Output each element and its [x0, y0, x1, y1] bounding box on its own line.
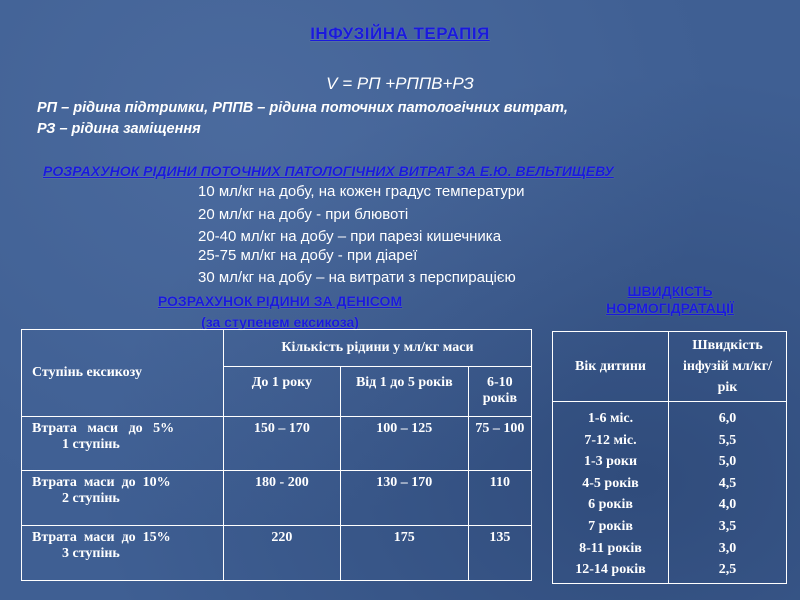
- page-title: ІНФУЗІЙНА ТЕРАПІЯ: [310, 24, 490, 43]
- veltishchev-heading: РОЗРАХУНОК РІДИНИ ПОТОЧНИХ ПАТОЛОГІЧНИХ ВИТРАТ ЗА Е.Ю. ВЕЛЬТИЩЕВУ: [43, 163, 614, 179]
- row-loss: Втрата маси до 10%: [32, 475, 171, 490]
- rate-item: 2,5: [718, 562, 737, 578]
- age-item: 1-6 міс.: [587, 411, 634, 426]
- rate-item: 3,0: [718, 540, 737, 556]
- veltishchev-item: 25-75 мл/кг на добу - при діареї: [198, 247, 418, 264]
- table-row: [22, 526, 532, 581]
- row-label: [22, 417, 224, 471]
- definition-line-1: РП – рідина підтримки, РППВ – рідина поточних патологічних витрат,: [37, 100, 568, 116]
- denis-heading: [100, 293, 460, 331]
- rehydration-table: [552, 331, 787, 584]
- rate-item: 6,0: [718, 411, 737, 426]
- age-item: 7-12 міс.: [584, 432, 637, 448]
- rehydration-heading-line-1: ШВИДКІСТЬ: [627, 283, 713, 299]
- denis-table: [21, 329, 532, 581]
- age-item: 12-14 років: [575, 562, 646, 578]
- table-cell: 180 - 200: [223, 471, 340, 526]
- rate-item: 3,5: [718, 518, 737, 534]
- age-item: 1-3 роки: [583, 454, 638, 470]
- veltishchev-item: 20 мл/кг на добу - при блювоті: [198, 206, 409, 223]
- header-infusion-rate: Швидкість інфузій мл/кг/рік: [669, 332, 787, 402]
- definition-line-2: РЗ – рідина заміщення: [37, 121, 201, 137]
- row-degree: 3 ступінь: [62, 546, 120, 561]
- age-list: [553, 402, 669, 584]
- age-item: 6 років: [588, 497, 633, 513]
- table-cell: 100 – 125: [340, 417, 468, 471]
- age-item: 8-11 років: [579, 540, 642, 556]
- row-degree: 1 ступінь: [62, 437, 120, 452]
- veltishchev-item: 20-40 мл/кг на добу – при парезі кишечника: [198, 228, 502, 245]
- header-age-1-5: Від 1 до 5 років: [340, 367, 468, 417]
- row-loss: Втрата маси до 5%: [32, 421, 175, 436]
- rate-item: 4,0: [718, 497, 737, 513]
- table-cell: 110: [468, 471, 531, 526]
- denis-heading-line-2: (за ступенем ексикоза): [201, 314, 359, 330]
- row-label: [22, 471, 224, 526]
- row-label: [22, 526, 224, 581]
- row-degree: 2 ступінь: [62, 491, 120, 506]
- header-degree: Ступінь ексикозу: [22, 330, 224, 417]
- infusion-formula: V = РП +РППВ+РЗ: [326, 74, 474, 93]
- header-age-under-1: До 1 року: [223, 367, 340, 417]
- table-cell: 175: [340, 526, 468, 581]
- age-item: 4-5 років: [582, 475, 639, 491]
- denis-heading-line-1: РОЗРАХУНОК РІДИНИ ЗА ДЕНІСОМ: [157, 293, 403, 309]
- table-row: [22, 417, 532, 471]
- veltishchev-item: 10 мл/кг на добу, на кожен градус температури: [198, 183, 525, 200]
- header-fluid-amount: Кількість рідини у мл/кг маси: [223, 330, 531, 367]
- table-cell: 220: [223, 526, 340, 581]
- rehydration-heading: [570, 283, 770, 317]
- table-cell: 75 – 100: [468, 417, 531, 471]
- rate-item: 4,5: [718, 475, 737, 491]
- table-cell: 150 – 170: [223, 417, 340, 471]
- veltishchev-item: 30 мл/кг на добу – на витрати з перспирацією: [198, 269, 516, 286]
- table-cell: 135: [468, 526, 531, 581]
- row-loss: Втрата маси до 15%: [32, 530, 171, 545]
- rehydration-heading-line-2: НОРМОГІДРАТАЦІЇ: [606, 300, 734, 316]
- rate-item: 5,5: [718, 432, 737, 448]
- table-cell: 130 – 170: [340, 471, 468, 526]
- rate-list: [669, 402, 787, 584]
- age-item: 7 років: [588, 518, 633, 534]
- table-row: [22, 471, 532, 526]
- rate-item: 5,0: [718, 454, 737, 470]
- header-child-age: Вік дитини: [553, 332, 669, 402]
- header-age-6-10: 6-10 років: [468, 367, 531, 417]
